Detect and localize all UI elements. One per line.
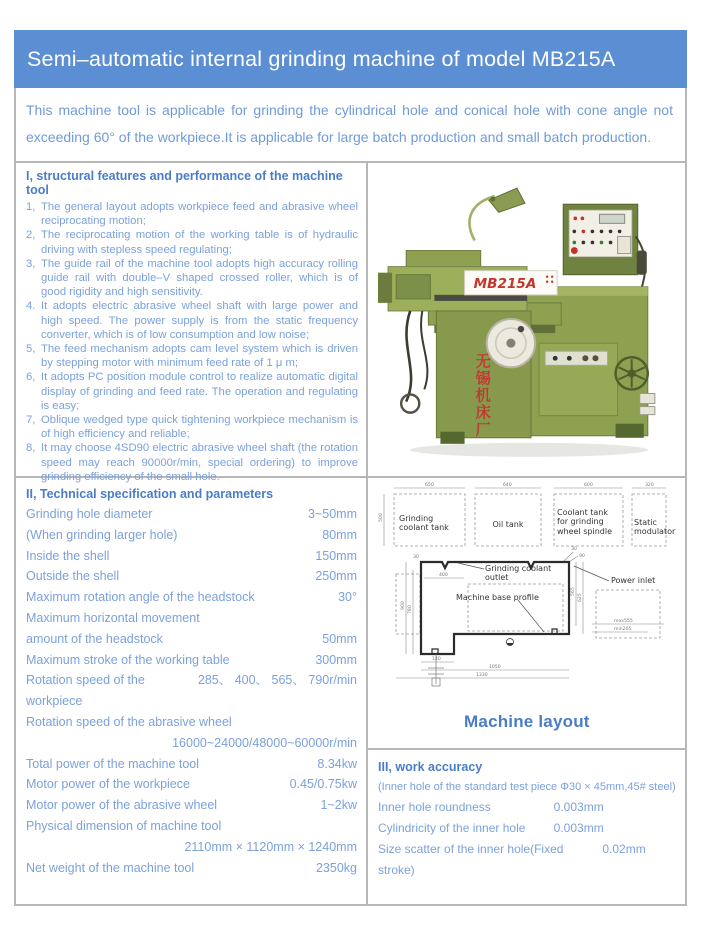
feature-number: 6,	[26, 371, 36, 384]
spec-label: Rotation speed of the abrasive wheel	[26, 714, 232, 729]
machine-illustration	[376, 174, 678, 466]
intro-text: This machine tool is applicable for grinding the cylindrical hole and conical hole with cone angle not exceeding 60° of the workpiece.It is applicable for large batch production and small batch production.	[26, 102, 673, 145]
content-grid	[14, 161, 687, 906]
accuracy-label: Inner hole roundness	[378, 800, 491, 814]
dim-label: 650	[425, 483, 434, 488]
dim-label: 900	[401, 601, 406, 610]
accuracy-row	[378, 797, 676, 818]
factory-mark-char: 无	[475, 351, 491, 370]
label-power-inlet: Power inlet	[611, 576, 656, 585]
spec-value: 1~2kw	[320, 798, 357, 813]
dim-label: 30	[571, 547, 577, 552]
page-title: Semi–automatic internal grinding machine of model MB215A	[27, 46, 616, 71]
hoses	[401, 310, 427, 412]
spec-row	[26, 504, 357, 525]
feature-text: Oblique wedged type quick tightening workpiece mechanism is of high efficiency and reliable;	[41, 414, 358, 441]
handwheel	[487, 318, 535, 366]
control-panel	[563, 204, 647, 291]
feature-text: It adopts PC position module control to realize automatic digital display of grinding and feed rate. The operation and regulating is easy;	[41, 371, 358, 412]
dim-label: 640	[503, 483, 512, 488]
machine-shadow	[410, 442, 648, 456]
dim-label: 320	[645, 483, 654, 488]
spec-label: Inside the shell	[26, 548, 110, 563]
dim-label: 625	[578, 593, 583, 602]
dim-label: 140	[432, 657, 441, 662]
spec-value: 285、 400、 565、 790r/min	[197, 673, 357, 688]
spec-value: 50mm	[322, 631, 357, 646]
dim-label: 565	[571, 587, 576, 596]
factory-mark-char: 机	[475, 386, 491, 405]
intro-section	[14, 88, 687, 161]
accuracy-label: Cylindricity of the inner hole	[378, 821, 526, 835]
spec-value: 30°	[338, 590, 357, 605]
footprint-label-coolant-tank-spindle: Coolant tank for grinding wheel spindle	[557, 508, 612, 536]
spec-row	[26, 650, 357, 671]
feature-item	[26, 228, 361, 256]
accuracy-row	[378, 818, 676, 839]
feature-number: 2,	[26, 229, 36, 242]
dim-label: 90	[579, 554, 585, 559]
accuracy-heading: III, work accuracy	[378, 760, 483, 774]
header-bar	[14, 30, 687, 88]
spec-row	[26, 858, 357, 879]
specs-section	[16, 478, 368, 904]
feature-item	[26, 370, 361, 413]
spec-label: Rotation speed of the workpiece	[26, 673, 145, 709]
profile-notches	[432, 629, 557, 654]
feature-item	[26, 342, 361, 370]
factory-mark-char: 锡	[475, 368, 491, 387]
spec-label: (When grinding larger hole)	[26, 527, 178, 542]
label-machine-base-profile: Machine base profile	[456, 593, 539, 602]
feature-text: It may choose 4SD90 electric abrasive wheel shaft (the rotation speed may reach 90000r/min, special ordering) to improve grinding efficiency of the small hole.	[41, 442, 358, 483]
spec-value: 80mm	[322, 527, 357, 542]
spec-row	[26, 608, 357, 650]
spec-row	[26, 525, 357, 546]
spec-label: Net weight of the machine tool	[26, 860, 195, 875]
drain-symbol	[507, 639, 514, 646]
footprint-label-grinding-coolant-tank: Grinding coolant tank	[399, 514, 449, 533]
feature-number: 3,	[26, 257, 36, 270]
accuracy-row	[378, 839, 676, 881]
spec-label: Maximum horizontal movement amount of the headstock	[26, 610, 200, 646]
accuracy-note: (Inner hole of the standard test piece Φ30 × 45mm,45# steel)	[378, 781, 676, 793]
spec-row	[26, 566, 357, 587]
spec-row	[26, 754, 357, 775]
dim-label: 500	[379, 513, 384, 522]
accuracy-section	[368, 750, 686, 904]
spec-row	[26, 712, 357, 754]
feature-number: 5,	[26, 343, 36, 356]
dim-label: 1330	[476, 673, 488, 678]
spec-label: Maximum rotation angle of the headstock	[26, 590, 255, 605]
feature-number: 4.	[26, 300, 36, 313]
factory-mark-char: 床	[475, 403, 491, 422]
spec-row	[26, 774, 357, 795]
dim-label: max555	[614, 619, 633, 624]
spec-label: Physical dimension of machine tool	[26, 818, 222, 833]
spec-value: 300mm	[315, 652, 357, 667]
spec-row	[26, 816, 357, 858]
features-heading: I, structural features and performance of the machine tool	[26, 169, 343, 197]
accuracy-value: 0.003mm	[553, 821, 604, 835]
feature-number: 7,	[26, 414, 36, 427]
accuracy-label: Size scatter of the inner hole(Fixed stroke)	[378, 842, 564, 877]
spec-value: 8.34kw	[317, 756, 357, 771]
spec-value: 2110mm × 1120mm × 1240mm	[184, 839, 357, 854]
dim-label: 1050	[489, 665, 501, 670]
spec-label: Maximum stroke of the working table	[26, 652, 230, 667]
spec-label: Grinding hole diameter	[26, 507, 153, 521]
spec-value: 250mm	[315, 569, 357, 584]
lamp-icon	[469, 188, 525, 240]
spec-row	[26, 670, 357, 712]
feature-item	[26, 413, 361, 441]
accuracy-value: 0.02mm	[602, 842, 646, 856]
feature-item	[26, 200, 361, 228]
machine-photo	[368, 163, 686, 478]
spec-value: 150mm	[315, 548, 357, 563]
feature-text: The general layout adopts workpiece feed and abrasive wheel reciprocating motion;	[41, 201, 358, 228]
spec-label: Total power of the machine tool	[26, 756, 200, 771]
dim-label: 30	[413, 555, 419, 560]
feature-item	[26, 257, 361, 300]
feature-text: It adopts electric abrasive wheel shaft with large power and high speed. The power supply is from the static frequency converter, which is of low consumption and low noise;	[41, 300, 358, 341]
accuracy-value: 0.003mm	[553, 800, 604, 814]
spec-row	[26, 546, 357, 567]
spec-label: Outside the shell	[26, 569, 120, 584]
spec-label: Motor power of the abrasive wheel	[26, 798, 218, 813]
spec-row	[26, 587, 357, 608]
spec-value: 16000~24000/48000~60000r/min	[172, 735, 357, 750]
label-grinding-coolant-outlet: Grinding coolant outlet	[485, 564, 552, 583]
dim-label: 400	[439, 573, 448, 578]
feature-item	[26, 299, 361, 342]
spec-value: 3~50mm	[308, 507, 357, 521]
spec-label: Motor power of the workpiece	[26, 777, 190, 792]
footprint-label-oil-tank: Oil tank	[492, 520, 524, 529]
spec-value: 0.45/0.75kw	[289, 777, 357, 792]
feature-text: The reciprocating motion of the working table is of hydraulic driving with stepless speed regulating;	[41, 229, 358, 256]
dim-label: 780	[408, 605, 413, 614]
spec-row	[26, 795, 357, 816]
feature-text: The feed mechanism adopts cam level system which is driven by stepping motor with minimum feed rate of 1 μ m;	[41, 343, 358, 370]
feature-number: 1,	[26, 201, 36, 213]
diagram-caption: Machine layout	[464, 712, 590, 731]
specs-heading: II, Technical specification and parameters	[26, 487, 274, 501]
factory-mark-char: 厂	[475, 420, 491, 439]
machine-layout-diagram	[368, 478, 686, 750]
right-lower-cell	[368, 478, 686, 904]
footprint-label-static-modulator: Static modulator	[634, 518, 676, 537]
features-section	[16, 163, 368, 483]
feature-number: 8,	[26, 442, 36, 455]
feature-text: The guide rail of the machine tool adopts high accuracy rolling guide rail with double–V shaped crossed roller, which is of good rigidity and high sensitivity.	[41, 257, 358, 299]
spec-value: 2350kg	[315, 860, 357, 875]
dim-label: 600	[584, 483, 593, 488]
model-plate-label: MB215A	[473, 275, 537, 292]
dim-label: min205	[614, 627, 632, 632]
